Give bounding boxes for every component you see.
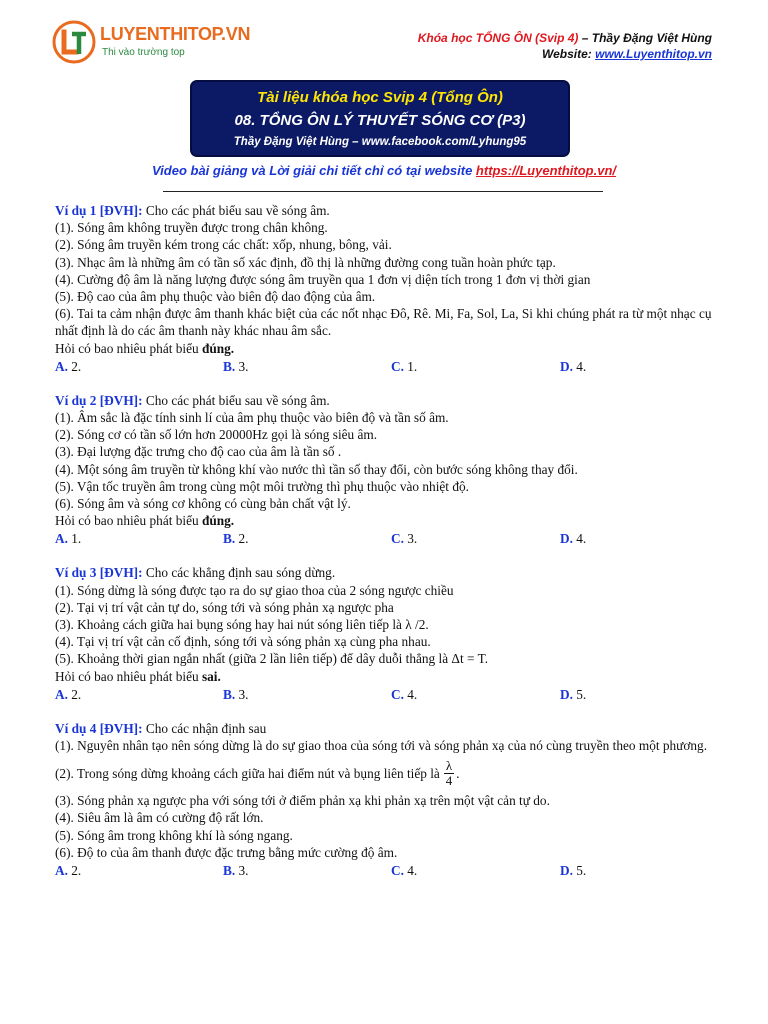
statement: (5). Vận tốc truyền âm trong cùng một môi trường thì phụ thuộc vào nhiệt độ. <box>55 478 469 494</box>
answer-letter: A. <box>55 686 68 702</box>
answer-c[interactable] <box>391 358 417 375</box>
statement: (2). Sóng âm truyền kém trong các chất: xốp, nhung, bông, vải. <box>55 237 392 253</box>
site-logo[interactable] <box>52 20 252 66</box>
statement: (4). Một sóng âm truyền từ không khí vào nước thì tần số thay đổi, còn bước sóng không thay đổi. <box>55 461 578 477</box>
answer-value: 4. <box>572 531 587 547</box>
video-notice <box>0 163 768 178</box>
example-2 <box>55 392 715 549</box>
answer-letter: A. <box>55 863 68 879</box>
answer-value: 2. <box>235 531 249 547</box>
website-label: Website: <box>541 47 596 61</box>
example-1 <box>55 202 715 376</box>
answer-value: 3. <box>235 686 249 702</box>
answer-letter: D. <box>560 863 573 879</box>
answer-value: 5. <box>572 686 587 702</box>
statement: (1). Âm sắc là đặc tính sinh lí của âm phụ thuộc vào biên độ và tần số âm. <box>55 410 449 426</box>
logo-brand: LUYENTHITOP.VN <box>100 24 251 44</box>
answer-letter: B. <box>223 531 236 547</box>
answer-letter: B. <box>223 358 236 374</box>
answer-value: 2. <box>67 686 82 702</box>
answer-d[interactable] <box>560 358 586 375</box>
answer-letter: D. <box>560 531 573 547</box>
page-title: 08. TỔNG ÔN LÝ THUYẾT SÓNG CƠ (P3) <box>234 112 526 129</box>
answer-letter: D. <box>560 686 573 702</box>
answer-value: 5. <box>572 863 587 879</box>
statement: (4). Cường độ âm là năng lượng được sóng âm truyền qua 1 đơn vị diện tích trong 1 đơn vị thời gian <box>55 271 591 287</box>
video-notice-link[interactable]: https://Luyenthitop.vn/ <box>475 163 617 178</box>
header-course-info <box>418 30 712 62</box>
example-heading: Ví dụ 2 [ĐVH]: <box>55 392 143 408</box>
example-3 <box>55 564 715 703</box>
answer-b[interactable] <box>223 686 249 703</box>
question-text: Hỏi có bao nhiêu phát biểu <box>55 513 202 529</box>
answer-d[interactable] <box>560 862 586 879</box>
question-text: Hỏi có bao nhiêu phát biểu <box>55 340 202 356</box>
statement: (5). Khoảng thời gian ngắn nhất (giữa 2 lần liên tiếp) để dây duỗi thẳng là Δt = T. <box>55 651 489 667</box>
answer-value: 4. <box>403 863 418 879</box>
answer-b[interactable] <box>223 530 249 547</box>
answer-value: 2. <box>67 863 82 879</box>
answer-c[interactable] <box>391 530 417 547</box>
statement: (3). Sóng phản xạ ngược pha với sóng tới ở điểm phản xạ khi phản xạ trên một vật cản tự do. <box>55 793 550 809</box>
website-link[interactable]: www.Luyenthitop.vn <box>595 47 712 61</box>
question-keyword: đúng. <box>201 340 235 356</box>
statement: (2). Sóng cơ có tần số lớn hơn 20000Hz gọi là sóng siêu âm. <box>55 427 378 443</box>
statement-end: . <box>456 765 460 781</box>
answer-b[interactable] <box>223 862 249 879</box>
statement: (5). Độ cao của âm phụ thuộc vào biên độ dao động của âm. <box>55 289 376 305</box>
statement: (4). Tại vị trí vật cản cố định, sóng tới và sóng phản xạ cùng pha nhau. <box>55 634 431 650</box>
example-heading: Ví dụ 3 [ĐVH]: <box>55 565 143 581</box>
document-body <box>55 202 715 896</box>
divider <box>163 191 603 192</box>
answer-value: 4. <box>403 686 418 702</box>
answer-options <box>55 358 715 376</box>
statement: (1). Sóng dừng là sóng được tạo ra do sự giao thoa của 2 sóng ngược chiều <box>55 582 454 598</box>
answer-a[interactable] <box>55 358 81 375</box>
answer-value: 2. <box>67 358 82 374</box>
answer-a[interactable] <box>55 862 81 879</box>
answer-letter: C. <box>391 686 404 702</box>
example-heading: Ví dụ 1 [ĐVH]: <box>55 203 143 218</box>
answer-a[interactable] <box>55 530 81 547</box>
statement-with-fraction <box>55 754 715 792</box>
answer-d[interactable] <box>560 686 586 703</box>
statement: (3). Khoảng cách giữa hai bụng sóng hay hai nút sóng liên tiếp là λ /2. <box>55 617 429 633</box>
statement: (6). Tai ta cảm nhận được âm thanh khác biệt của các nốt nhạc Đô, Rê. Mi, Fa, Sol, La, Si khi chúng phát ra từ một nhạc cụ nhất định là do các âm thanh này khác nhau âm sắc. <box>55 306 712 339</box>
title-author: Thầy Đặng Việt Hùng – www.facebook.com/Lyhung95 <box>233 136 527 148</box>
video-notice-text: Video bài giảng và Lời giải chi tiết chỉ có tại website <box>151 163 476 178</box>
answer-options <box>55 686 715 704</box>
answer-c[interactable] <box>391 862 417 879</box>
statement: (1). Nguyên nhân tạo nên sóng dừng là do sự giao thoa của sóng tới và sóng phản xạ của nó cùng truyền theo một phương. <box>55 738 708 754</box>
fraction-denominator: 4 <box>445 772 453 788</box>
answer-letter: B. <box>223 686 236 702</box>
answer-options <box>55 530 715 548</box>
statement: (6). Độ to của âm thanh được đặc trưng bằng mức cường độ âm. <box>55 844 398 860</box>
teacher-name: – Thầy Đặng Việt Hùng <box>578 31 712 45</box>
answer-letter: B. <box>223 863 236 879</box>
example-heading: Ví dụ 4 [ĐVH]: <box>55 720 143 736</box>
statement: (2). Tại vị trí vật cản tự do, sóng tới và sóng phản xạ ngược pha <box>55 599 394 615</box>
course-label: Khóa học TỔNG ÔN (Svip 4) <box>417 31 579 45</box>
question-text: Hỏi có bao nhiêu phát biểu <box>55 668 202 684</box>
example-prompt: Cho các phát biểu sau về sóng âm. <box>142 203 330 218</box>
answer-value: 3. <box>235 863 249 879</box>
answer-a[interactable] <box>55 686 81 703</box>
statement: (4). Siêu âm là âm có cường độ rất lớn. <box>55 810 264 826</box>
answer-c[interactable] <box>391 686 417 703</box>
logo-slogan: Thi vào trường top <box>102 47 185 58</box>
answer-letter: C. <box>391 531 404 547</box>
example-prompt: Cho các nhận định sau <box>142 720 267 736</box>
example-prompt: Cho các phát biểu sau về sóng âm. <box>142 392 330 408</box>
answer-b[interactable] <box>223 358 249 375</box>
answer-value: 4. <box>572 358 587 374</box>
statement: (2). Trong sóng dừng khoảng cách giữa hai điểm nút và bụng liên tiếp là <box>55 765 440 781</box>
example-4 <box>55 720 715 880</box>
answer-letter: C. <box>391 863 404 879</box>
document-title-box <box>190 80 570 157</box>
answer-d[interactable] <box>560 530 586 547</box>
answer-value: 3. <box>403 531 418 547</box>
fraction-numerator: λ <box>445 757 453 773</box>
answer-options <box>55 862 715 880</box>
answer-value: 3. <box>235 358 249 374</box>
statement: (3). Nhạc âm là những âm có tần số xác định, đồ thị là những đường cong tuần hoàn phức tạp. <box>55 254 556 270</box>
title-series: Tài liệu khóa học Svip 4 (Tổng Ôn) <box>257 89 503 106</box>
answer-letter: C. <box>391 358 404 374</box>
statement: (6). Sóng âm và sóng cơ không có cùng bản chất vật lý. <box>55 496 351 512</box>
statement: (5). Sóng âm trong không khí là sóng ngang. <box>55 827 293 843</box>
answer-letter: A. <box>55 358 68 374</box>
logo-icon <box>52 20 96 64</box>
answer-value: 1. <box>403 358 418 374</box>
answer-letter: A. <box>55 531 68 547</box>
statement: (3). Đại lượng đặc trưng cho độ cao của âm là tần số . <box>55 444 342 460</box>
example-prompt: Cho các khẳng định sau sóng dừng. <box>142 565 336 581</box>
question-keyword: sai. <box>201 668 221 684</box>
answer-letter: D. <box>560 358 573 374</box>
question-keyword: đúng. <box>201 513 235 529</box>
lambda-over-4-fraction <box>444 759 454 788</box>
statement: (1). Sóng âm không truyền được trong chân không. <box>55 220 328 236</box>
answer-value: 1. <box>67 531 82 547</box>
